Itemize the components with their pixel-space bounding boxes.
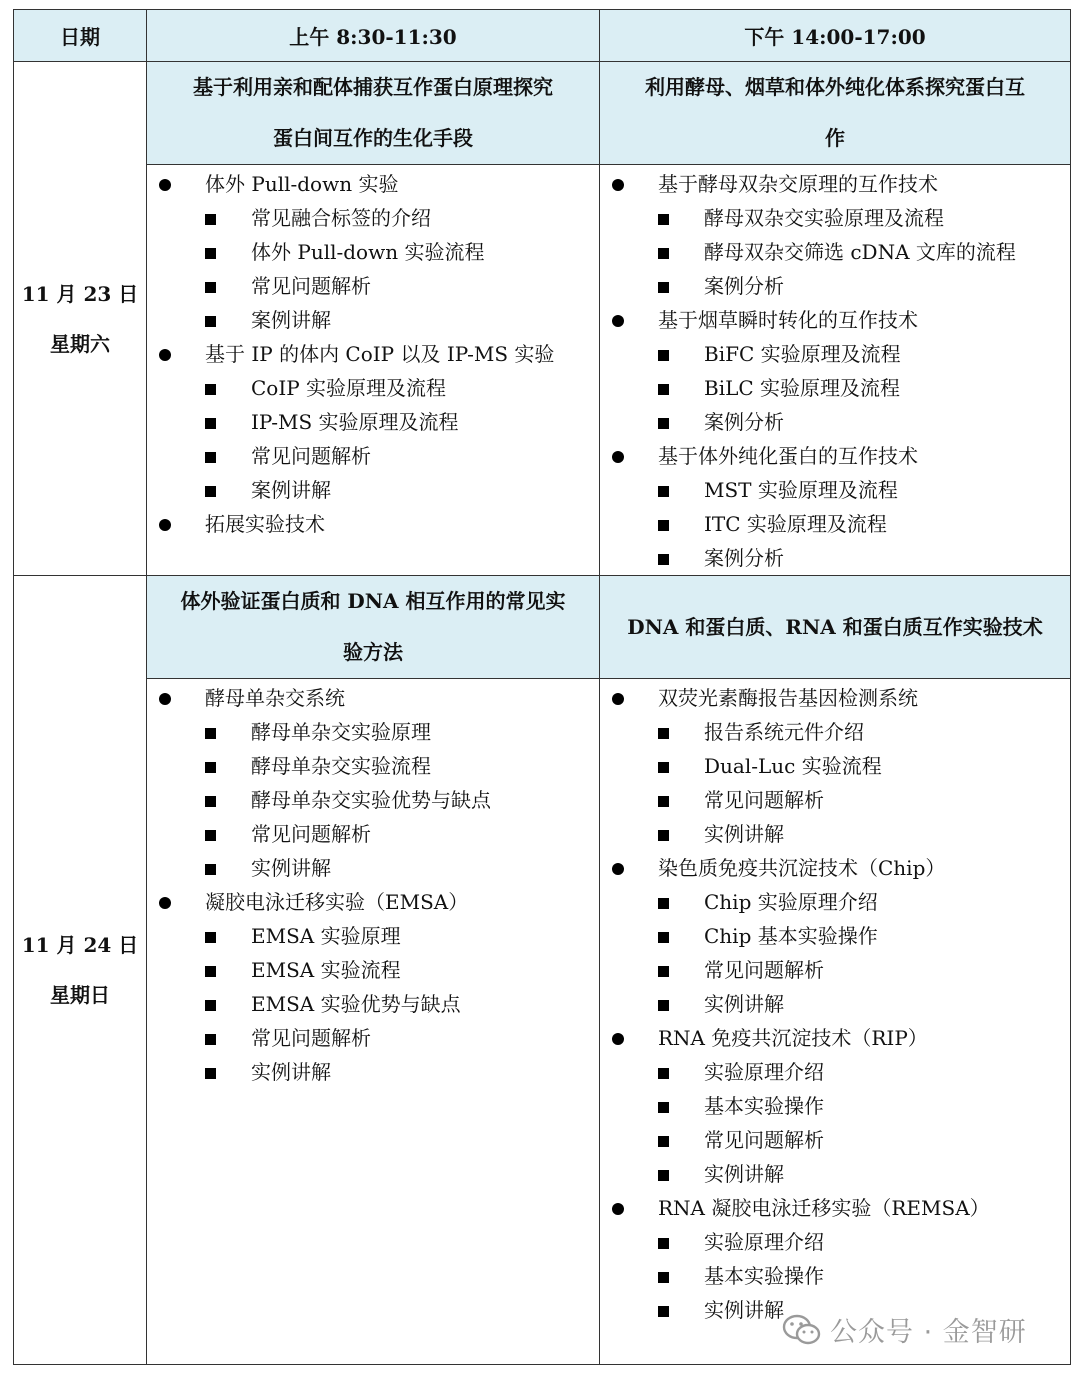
- day2-pm-topic: [600, 576, 1071, 679]
- list-item: [600, 303, 1070, 337]
- sub-list-item: [147, 269, 599, 303]
- list-item-text: 案例分析: [704, 410, 784, 434]
- bullet-square-icon: [658, 201, 704, 235]
- list-item-text: 染色质免疫共沉淀技术（Chip）: [658, 856, 946, 880]
- sub-list-item: [600, 1259, 1070, 1293]
- sub-list-item: [147, 1055, 599, 1089]
- list-item-text: 常见融合标签的介绍: [251, 206, 431, 230]
- day2-content-row: [14, 679, 1071, 1365]
- sub-list-item: [600, 269, 1070, 303]
- bullet-dot-icon: [159, 167, 205, 201]
- list-item-text: Chip 基本实验操作: [704, 924, 878, 948]
- bullet-square-icon: [658, 269, 704, 303]
- day1-date-cell: [14, 62, 147, 576]
- bullet-square-icon: [205, 235, 251, 269]
- list-item-text: 案例讲解: [251, 478, 331, 502]
- sub-list-item: [147, 953, 599, 987]
- day1-am-content: [147, 165, 600, 576]
- sub-list-item: [600, 1055, 1070, 1089]
- list-item-text: BiFC 实验原理及流程: [704, 342, 901, 366]
- list-item-text: MST 实验原理及流程: [704, 478, 898, 502]
- day1-am-topic-line2: 蛋白间互作的生化手段: [273, 126, 473, 150]
- list-item-text: 基于 IP 的体内 CoIP 以及 IP-MS 实验: [205, 342, 555, 366]
- sub-list-item: [147, 473, 599, 507]
- list-item-text: 酵母单杂交实验优势与缺点: [251, 788, 491, 812]
- sub-list-item: [147, 235, 599, 269]
- sub-list-item: [147, 1021, 599, 1055]
- list-item: [147, 885, 599, 919]
- list-item-text: 双荧光素酶报告基因检测系统: [658, 686, 918, 710]
- list-item: [600, 439, 1070, 473]
- watermark-text: 公众号 · 金智研: [830, 1317, 1027, 1348]
- day1-pm-topic-line2: 作: [825, 126, 845, 150]
- bullet-dot-icon: [612, 1021, 658, 1055]
- day2-am-content: [147, 679, 600, 1365]
- list-item-text: 实例讲解: [704, 822, 784, 846]
- list-item: [147, 167, 599, 201]
- list-item: [147, 507, 599, 541]
- list-item-text: 常见问题解析: [704, 788, 824, 812]
- list-item-text: 酵母双杂交实验原理及流程: [704, 206, 944, 230]
- sub-list-item: [600, 1157, 1070, 1191]
- bullet-dot-icon: [612, 681, 658, 715]
- bullet-dot-icon: [159, 885, 205, 919]
- day1-am-list: [147, 167, 599, 541]
- sub-list-item: [147, 987, 599, 1021]
- day1-pm-topic: [600, 62, 1071, 165]
- sub-list-item: [147, 817, 599, 851]
- bullet-square-icon: [658, 919, 704, 953]
- bullet-square-icon: [205, 1021, 251, 1055]
- day1-pm-content: [600, 165, 1071, 576]
- day1-content-row: [14, 165, 1071, 576]
- list-item-text: 常见问题解析: [251, 1026, 371, 1050]
- bullet-square-icon: [658, 1225, 704, 1259]
- bullet-square-icon: [205, 987, 251, 1021]
- list-item-text: 体外 Pull-down 实验流程: [251, 240, 485, 264]
- bullet-dot-icon: [159, 681, 205, 715]
- bullet-square-icon: [658, 235, 704, 269]
- sub-list-item: [600, 1123, 1070, 1157]
- sub-list-item: [600, 473, 1070, 507]
- list-item-text: 酵母单杂交实验原理: [251, 720, 431, 744]
- day2-pm-list: [600, 681, 1070, 1327]
- sub-list-item: [147, 919, 599, 953]
- bullet-square-icon: [658, 885, 704, 919]
- list-item: [600, 681, 1070, 715]
- bullet-square-icon: [205, 919, 251, 953]
- watermark: [782, 1310, 1027, 1349]
- day1-am-topic-line1: 基于利用亲和配体捕获互作蛋白原理探究: [193, 75, 553, 99]
- list-item-text: IP-MS 实验原理及流程: [251, 410, 459, 434]
- sub-list-item: [147, 715, 599, 749]
- list-item-text: 实验原理介绍: [704, 1230, 824, 1254]
- list-item-text: 体外 Pull-down 实验: [205, 172, 399, 196]
- bullet-square-icon: [658, 1157, 704, 1191]
- list-item-text: 拓展实验技术: [205, 512, 325, 536]
- sub-list-item: [600, 541, 1070, 575]
- bullet-square-icon: [205, 269, 251, 303]
- list-item-text: 酵母单杂交实验流程: [251, 754, 431, 778]
- list-item: [600, 1191, 1070, 1225]
- bullet-square-icon: [205, 749, 251, 783]
- day1-date: 11 月 23 日: [21, 281, 139, 306]
- list-item: [600, 1021, 1070, 1055]
- list-item-text: 实例讲解: [704, 992, 784, 1016]
- list-item-text: 基本实验操作: [704, 1264, 824, 1288]
- sub-list-item: [147, 783, 599, 817]
- list-item-text: 实例讲解: [704, 1162, 784, 1186]
- list-item: [600, 167, 1070, 201]
- sub-list-item: [147, 405, 599, 439]
- list-item-text: 案例分析: [704, 274, 784, 298]
- list-item-text: 基于烟草瞬时转化的互作技术: [658, 308, 918, 332]
- sub-list-item: [600, 987, 1070, 1021]
- day2-pm-topic-line1: DNA 和蛋白质、RNA 和蛋白质互作实验技术: [627, 614, 1043, 639]
- bullet-square-icon: [658, 783, 704, 817]
- day2-date-cell: [14, 576, 147, 1365]
- bullet-square-icon: [658, 987, 704, 1021]
- day2-am-topic-line2: 验方法: [343, 640, 403, 664]
- bullet-dot-icon: [159, 337, 205, 371]
- day2-date: 11 月 24 日: [21, 933, 139, 957]
- sub-list-item: [147, 851, 599, 885]
- sub-list-item: [600, 919, 1070, 953]
- list-item-text: Chip 实验原理介绍: [704, 890, 878, 914]
- list-item-text: 实例讲解: [251, 1060, 331, 1084]
- list-item-text: Dual-Luc 实验流程: [704, 754, 882, 778]
- bullet-square-icon: [658, 1089, 704, 1123]
- bullet-square-icon: [205, 715, 251, 749]
- bullet-square-icon: [658, 749, 704, 783]
- bullet-square-icon: [205, 783, 251, 817]
- bullet-dot-icon: [612, 439, 658, 473]
- bullet-square-icon: [658, 337, 704, 371]
- bullet-square-icon: [658, 405, 704, 439]
- list-item-text: 实例讲解: [704, 1298, 784, 1322]
- day2-am-topic-line1: 体外验证蛋白质和 DNA 相互作用的常见实: [180, 589, 566, 613]
- bullet-square-icon: [205, 303, 251, 337]
- list-item-text: BiLC 实验原理及流程: [704, 376, 901, 400]
- day2-topic-row: [14, 576, 1071, 679]
- list-item-text: 常见问题解析: [251, 822, 371, 846]
- sub-list-item: [600, 507, 1070, 541]
- list-item-text: 常见问题解析: [251, 274, 371, 298]
- header-morning: 上午 8:30-11:30: [147, 10, 600, 62]
- wechat-icon: [782, 1313, 822, 1347]
- bullet-square-icon: [205, 439, 251, 473]
- sub-list-item: [600, 337, 1070, 371]
- list-item-text: 案例分析: [704, 546, 784, 570]
- list-item-text: 酵母双杂交筛选 cDNA 文库的流程: [704, 240, 1016, 264]
- bullet-square-icon: [205, 851, 251, 885]
- day2-pm-content: [600, 679, 1071, 1365]
- list-item-text: ITC 实验原理及流程: [704, 512, 887, 536]
- day2-am-topic: [147, 576, 600, 679]
- header-date: 日期: [14, 10, 147, 62]
- bullet-square-icon: [658, 1293, 704, 1327]
- header-afternoon: 下午 14:00-17:00: [600, 10, 1071, 62]
- sub-list-item: [600, 201, 1070, 235]
- list-item-text: RNA 免疫共沉淀技术（RIP）: [658, 1026, 928, 1050]
- list-item-text: 实验原理介绍: [704, 1060, 824, 1084]
- list-item-text: EMSA 实验优势与缺点: [251, 992, 461, 1016]
- bullet-square-icon: [658, 507, 704, 541]
- sub-list-item: [600, 235, 1070, 269]
- bullet-square-icon: [658, 1123, 704, 1157]
- sub-list-item: [147, 201, 599, 235]
- bullet-square-icon: [205, 371, 251, 405]
- day1-pm-topic-line1: 利用酵母、烟草和体外纯化体系探究蛋白互: [645, 75, 1025, 99]
- bullet-square-icon: [658, 817, 704, 851]
- list-item-text: CoIP 实验原理及流程: [251, 376, 447, 400]
- list-item-text: EMSA 实验流程: [251, 958, 401, 982]
- list-item-text: 报告系统元件介绍: [704, 720, 864, 744]
- sub-list-item: [147, 439, 599, 473]
- list-item-text: 常见问题解析: [704, 958, 824, 982]
- bullet-square-icon: [658, 473, 704, 507]
- day1-pm-list: [600, 167, 1070, 575]
- list-item-text: 案例讲解: [251, 308, 331, 332]
- bullet-square-icon: [658, 541, 704, 575]
- list-item-text: 常见问题解析: [251, 444, 371, 468]
- bullet-dot-icon: [612, 851, 658, 885]
- list-item-text: RNA 凝胶电泳迁移实验（REMSA）: [658, 1196, 990, 1220]
- sub-list-item: [600, 1089, 1070, 1123]
- list-item-text: 基于体外纯化蛋白的互作技术: [658, 444, 918, 468]
- list-item-text: 常见问题解析: [704, 1128, 824, 1152]
- day1-am-topic: [147, 62, 600, 165]
- bullet-square-icon: [205, 953, 251, 987]
- bullet-square-icon: [658, 1055, 704, 1089]
- bullet-square-icon: [658, 1259, 704, 1293]
- sub-list-item: [600, 953, 1070, 987]
- day2-weekday: 星期日: [50, 983, 110, 1007]
- list-item-text: EMSA 实验原理: [251, 924, 401, 948]
- sub-list-item: [600, 1225, 1070, 1259]
- bullet-square-icon: [205, 473, 251, 507]
- list-item-text: 凝胶电泳迁移实验（EMSA）: [205, 890, 469, 914]
- list-item: [600, 851, 1070, 885]
- sub-list-item: [600, 405, 1070, 439]
- bullet-dot-icon: [159, 507, 205, 541]
- day2-am-list: [147, 681, 599, 1089]
- list-item-text: 酵母单杂交系统: [205, 686, 345, 710]
- list-item-text: 实例讲解: [251, 856, 331, 880]
- sub-list-item: [600, 783, 1070, 817]
- sub-list-item: [600, 817, 1070, 851]
- bullet-square-icon: [205, 817, 251, 851]
- bullet-dot-icon: [612, 167, 658, 201]
- day1-weekday: 星期六: [50, 331, 110, 356]
- bullet-square-icon: [205, 1055, 251, 1089]
- sub-list-item: [147, 371, 599, 405]
- schedule-table: [13, 9, 1071, 1365]
- bullet-square-icon: [658, 953, 704, 987]
- list-item: [147, 681, 599, 715]
- sub-list-item: [147, 749, 599, 783]
- bullet-dot-icon: [612, 303, 658, 337]
- sub-list-item: [600, 715, 1070, 749]
- bullet-square-icon: [205, 405, 251, 439]
- bullet-square-icon: [658, 371, 704, 405]
- day1-topic-row: [14, 62, 1071, 165]
- list-item-text: 基于酵母双杂交原理的互作技术: [658, 172, 938, 196]
- bullet-square-icon: [205, 201, 251, 235]
- sub-list-item: [600, 749, 1070, 783]
- bullet-square-icon: [658, 715, 704, 749]
- sub-list-item: [147, 303, 599, 337]
- list-item-text: 基本实验操作: [704, 1094, 824, 1118]
- header-row: [14, 10, 1071, 62]
- sub-list-item: [600, 885, 1070, 919]
- sub-list-item: [600, 371, 1070, 405]
- bullet-dot-icon: [612, 1191, 658, 1225]
- list-item: [147, 337, 599, 371]
